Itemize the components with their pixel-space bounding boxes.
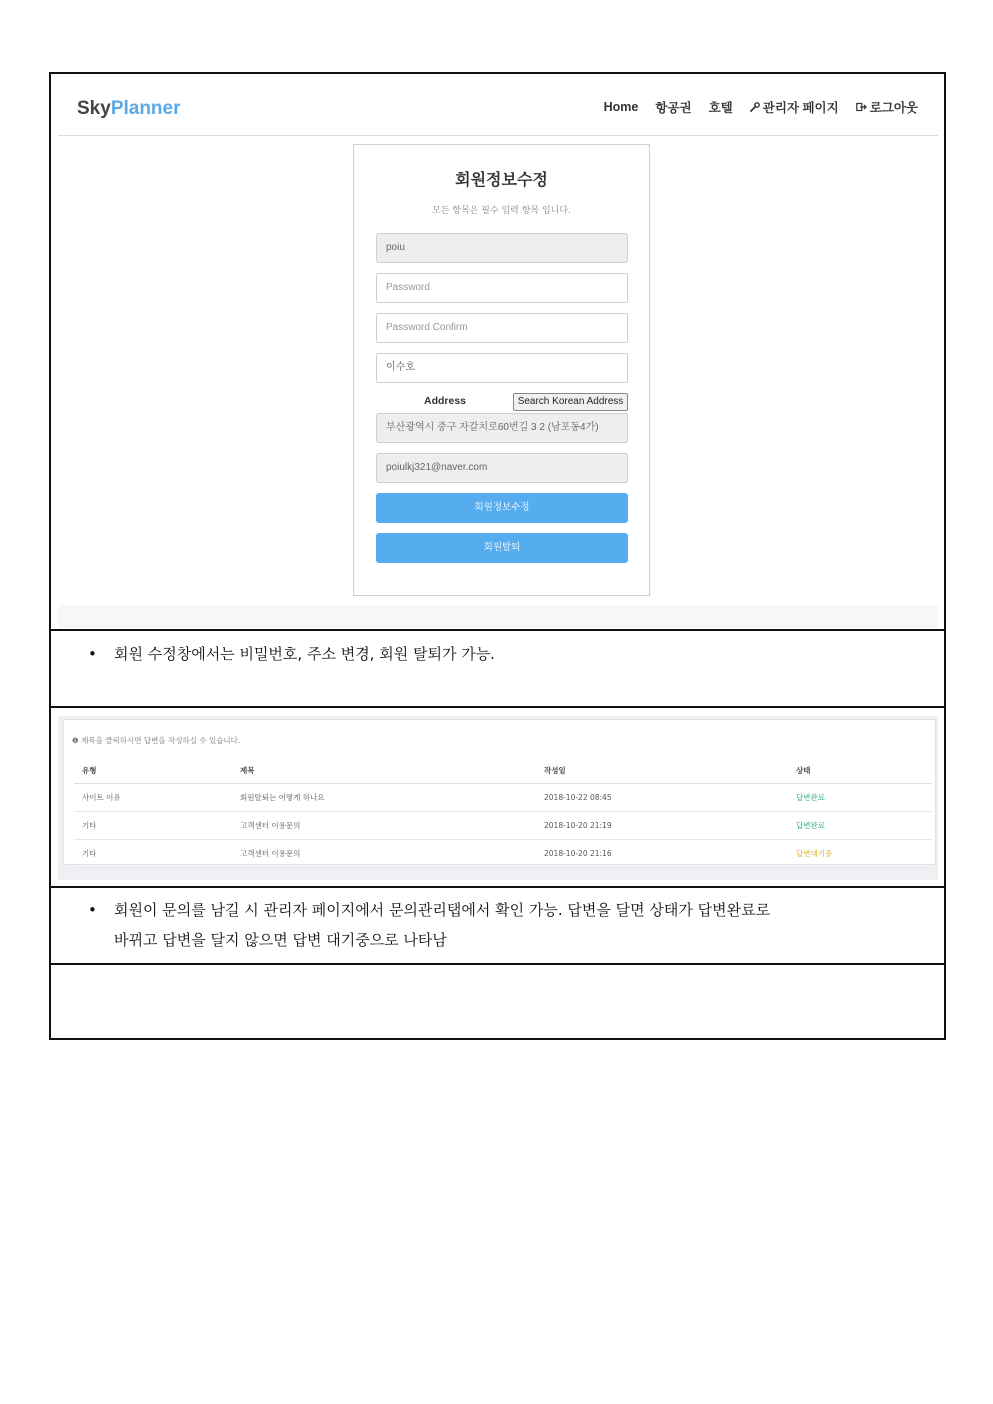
- table-row[interactable]: [74, 784, 932, 812]
- row-divider: [49, 963, 946, 965]
- wrench-icon: [750, 102, 760, 112]
- nav-admin-label: 관리자 페이지: [762, 101, 839, 115]
- status-badge: 답변대기중: [795, 840, 932, 868]
- inquiry-notice: ❶ 제목을 클릭하시면 답변을 작성하실 수 있습니다.: [72, 736, 241, 745]
- column-header-status: 상태: [795, 757, 932, 784]
- page-footer-strip: [58, 605, 938, 628]
- brand-logo[interactable]: [77, 98, 181, 120]
- column-header-date: 작성일: [543, 757, 795, 784]
- nav-logout[interactable]: [856, 98, 918, 116]
- row-divider: [49, 706, 946, 708]
- caption-text-line1: 회원이 문의를 남길 시 관리자 페이지에서 문의관리탭에서 확인 가능. 답변을 달면 상태가 답변완료로: [114, 901, 771, 919]
- nav-flights[interactable]: 항공권: [655, 101, 692, 115]
- caption-text-line2: 바뀌고 답변을 달지 않으면 답변 대기중으로 나타남: [114, 931, 447, 949]
- nav-menu: [604, 98, 918, 116]
- status-badge: 답변완료: [795, 784, 932, 812]
- caption-edit-page: [88, 639, 908, 670]
- address-field[interactable]: 부산광역시 중구 자갈치로60번길 3 2 (남포동4가): [376, 413, 628, 443]
- cell-date: 2018-10-22 08:45: [543, 784, 795, 812]
- cell-type: 기타: [74, 840, 239, 868]
- logout-icon: [856, 102, 867, 112]
- cell-date: 2018-10-20 21:19: [543, 812, 795, 840]
- edit-page-screenshot: [58, 82, 938, 628]
- cell-title-link[interactable]: 회원탈퇴는 어떻게 하나요: [239, 784, 543, 812]
- column-header-type: 유형: [74, 757, 239, 784]
- search-address-button[interactable]: Search Korean Address: [513, 393, 628, 411]
- nav-home[interactable]: Home: [603, 100, 639, 114]
- edit-form-card: [353, 144, 650, 596]
- table-row[interactable]: [74, 840, 932, 868]
- cell-date: 2018-10-20 21:16: [543, 840, 795, 868]
- withdraw-member-button[interactable]: 회원탈퇴: [376, 533, 628, 563]
- bullet: •: [88, 645, 97, 663]
- nav-admin[interactable]: [750, 98, 839, 116]
- form-title: 회원정보수정: [455, 170, 548, 189]
- email-field[interactable]: poiulkj321@naver.com: [376, 453, 628, 483]
- password-field[interactable]: Password: [376, 273, 628, 303]
- brand-part-planner: Planner: [110, 98, 181, 119]
- inquiry-admin-screenshot: [58, 716, 938, 880]
- top-navbar: [58, 82, 938, 136]
- caption-inquiry: [88, 895, 928, 957]
- status-badge: 답변완료: [795, 812, 932, 840]
- name-field[interactable]: 이수호: [376, 353, 628, 383]
- form-subtitle: 모든 항목은 필수 입력 항목 입니다.: [432, 206, 571, 216]
- row-divider: [49, 886, 946, 888]
- brand-part-sky: Sky: [77, 98, 111, 119]
- update-member-button[interactable]: 회원정보수정: [376, 493, 628, 523]
- address-label: Address: [424, 395, 467, 407]
- table-header-row: [74, 757, 932, 784]
- inquiry-table: [74, 757, 932, 868]
- cell-title-link[interactable]: 고객센터 이용문의: [239, 812, 543, 840]
- cell-title-link[interactable]: 고객센터 이용문의: [239, 840, 543, 868]
- id-field[interactable]: poiu: [376, 233, 628, 263]
- table-row[interactable]: [74, 812, 932, 840]
- nav-logout-label: 로그아웃: [869, 101, 918, 115]
- nav-hotels[interactable]: 호텔: [708, 101, 733, 115]
- row-divider: [49, 629, 946, 631]
- caption-text: 회원 수정창에서는 비밀번호, 주소 변경, 회원 탈퇴가 가능.: [114, 645, 495, 663]
- password-confirm-field[interactable]: Password Confirm: [376, 313, 628, 343]
- column-header-title: 제목: [239, 757, 543, 784]
- cell-type: 사이트 이유: [74, 784, 239, 812]
- inquiry-panel: [63, 719, 936, 865]
- cell-type: 기타: [74, 812, 239, 840]
- bullet: •: [88, 901, 97, 919]
